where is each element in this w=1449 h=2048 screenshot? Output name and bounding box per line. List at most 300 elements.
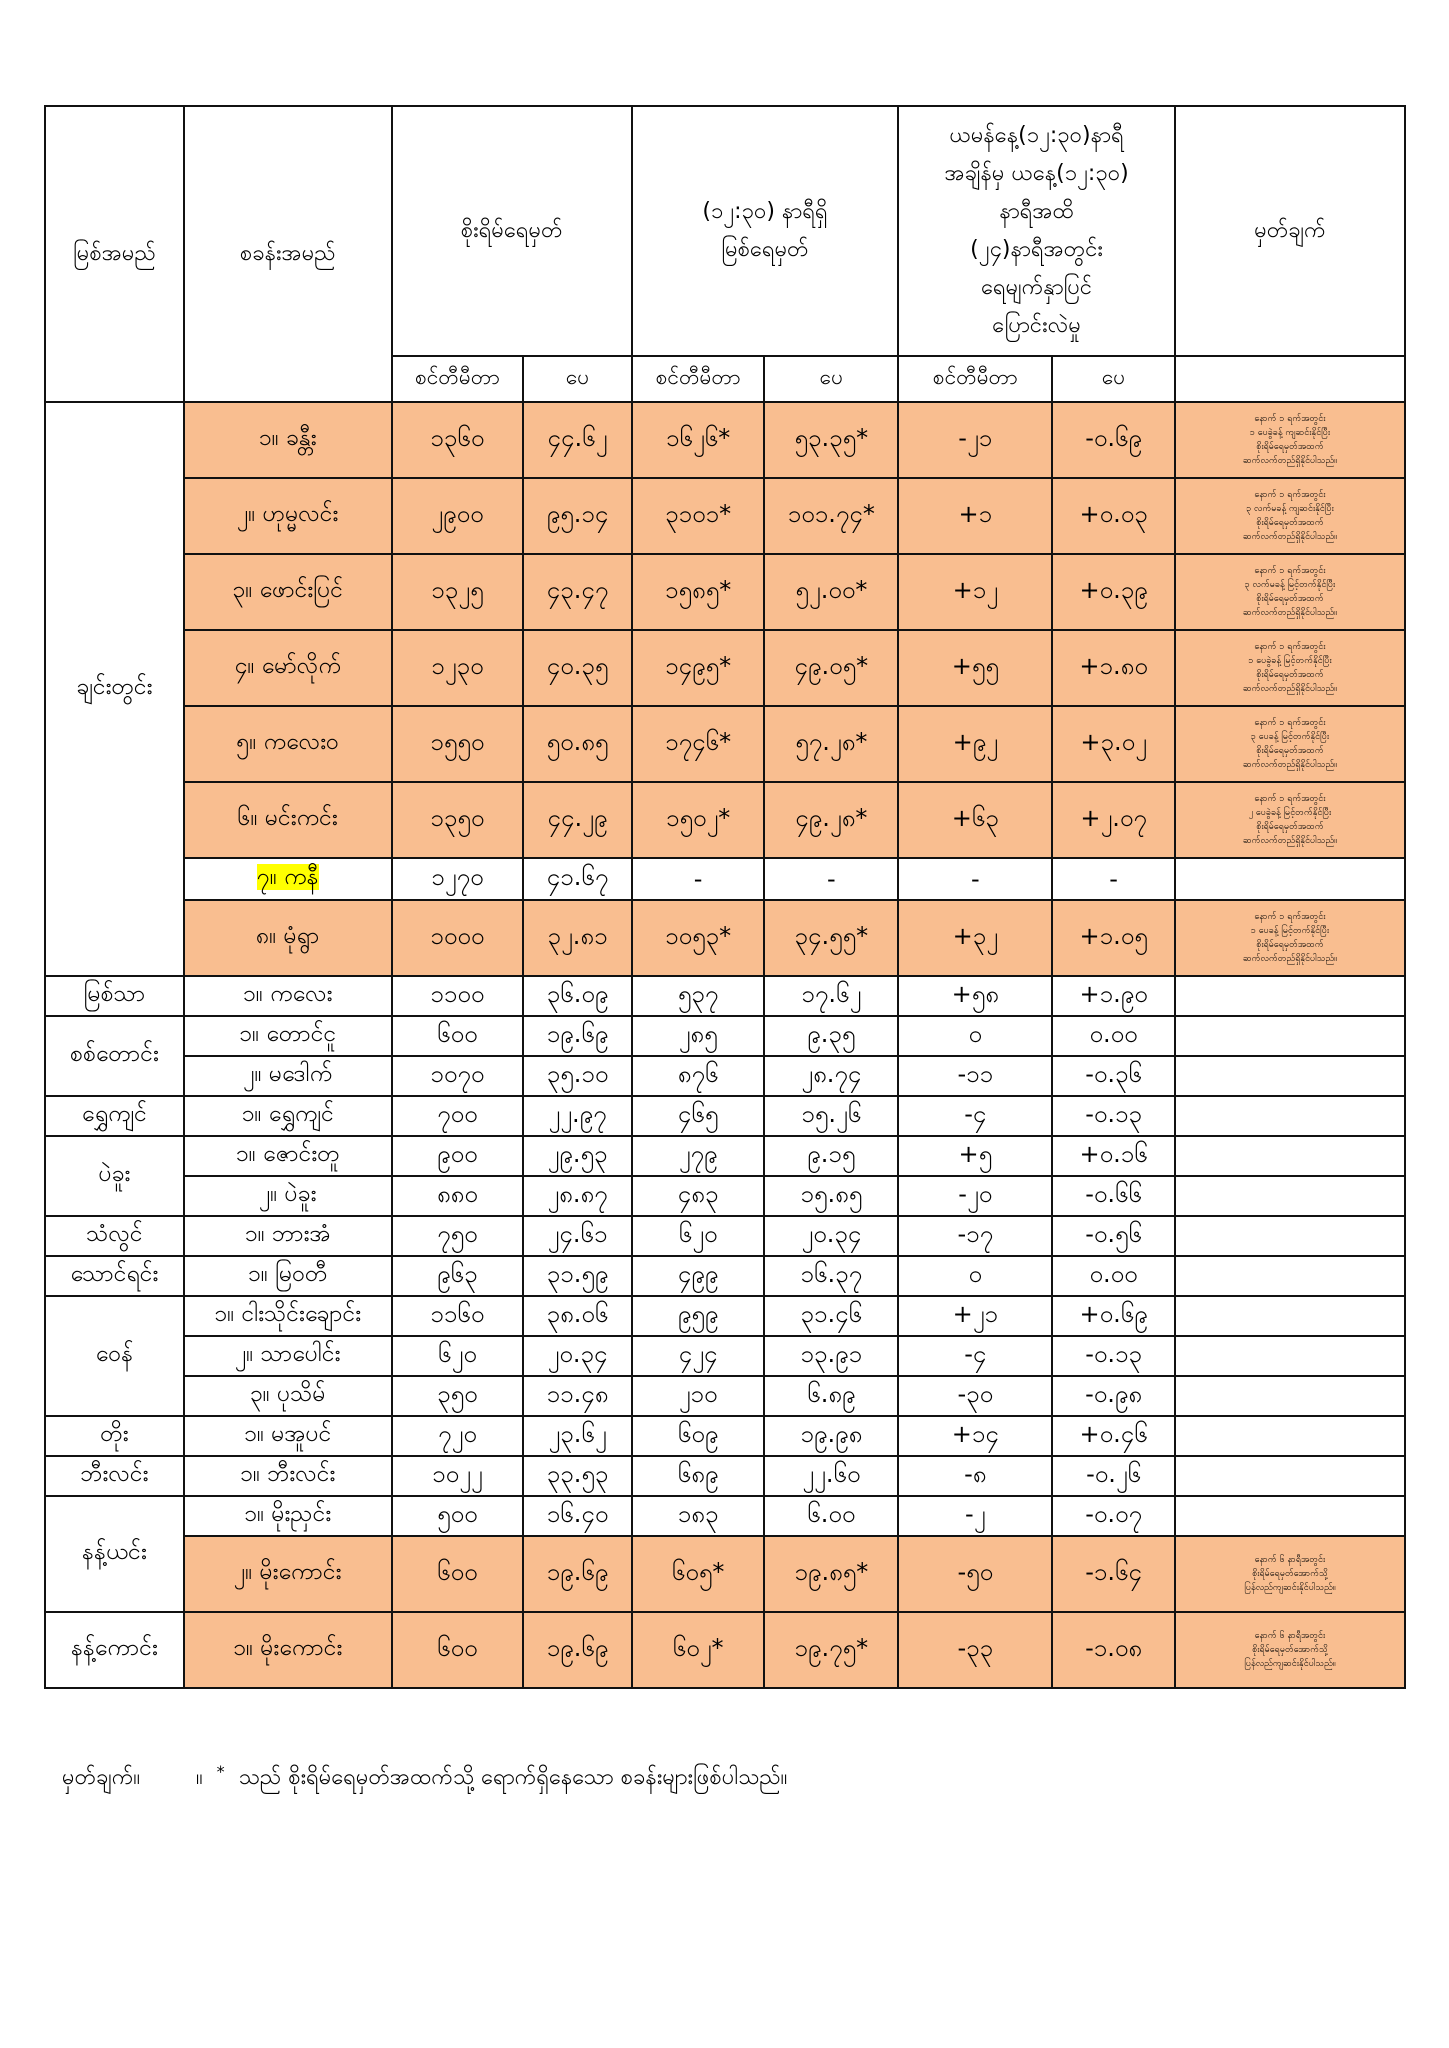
station-name-cell: [184, 1216, 392, 1256]
remark-cell: [1175, 1376, 1405, 1416]
chg-cm-cell: -၃၃: [898, 1612, 1052, 1688]
cur-ft-cell: ၁၅.၂၆: [764, 1096, 898, 1136]
table-row: [45, 1456, 1405, 1496]
remark-line: ဆက်လက်တည်ရှိနိုင်ပါသည်။: [1243, 456, 1337, 466]
warn-cm-cell: ၁၀၇၀: [392, 1056, 524, 1096]
chg-ft-cell: +၁.၉၀: [1052, 976, 1175, 1016]
table-row: [45, 706, 1405, 782]
river-name-cell: ဝေန်: [45, 1296, 184, 1416]
warn-ft-cell: ၁၁.၄၈: [523, 1376, 631, 1416]
cur-ft-cell: ၁၇.၆၂: [764, 976, 898, 1016]
chg-ft-cell: +၀.၃၉: [1052, 554, 1175, 630]
station-name: ၆။ မင်းကင်း: [237, 805, 338, 831]
remark-cell: [1175, 1536, 1405, 1612]
remark-line: ဆက်လက်တည်ရှိနိုင်ပါသည်။: [1243, 532, 1337, 542]
warn-cm-cell: ၆၀၀: [392, 1536, 524, 1612]
cur-cm-cell: ၅၃၇: [632, 976, 765, 1016]
remark-cell: [1175, 478, 1405, 554]
station-name-cell: [184, 1336, 392, 1376]
footnote-label: မှတ်ချက်။: [62, 1765, 141, 1790]
station-name-cell: [184, 1176, 392, 1216]
remark-line: ၃ လက်မခန့် မြင့်တက်နိုင်ပြီး: [1244, 580, 1336, 590]
table-row: [45, 900, 1405, 976]
header-change-line: နာရီအထိ: [999, 199, 1074, 224]
remark-cell: [1175, 1416, 1405, 1456]
chg-cm-cell: -၁၇: [898, 1216, 1052, 1256]
remark-line: နောက် ၁ ရက်အတွင်း: [1254, 566, 1326, 576]
chg-cm-cell: -၂: [898, 1496, 1052, 1536]
station-name-cell: [184, 630, 392, 706]
chg-ft-cell: -: [1052, 858, 1175, 900]
remark-line: စိုးရိမ်ရေမှတ်အထက်: [1256, 518, 1324, 528]
chg-ft-cell: ၀.၀၀: [1052, 1256, 1175, 1296]
river-name-cell: နန့်ယင်း: [45, 1496, 184, 1612]
remark-cell: [1175, 1176, 1405, 1216]
warn-ft-cell: ၂၉.၅၃: [523, 1136, 631, 1176]
chg-cm-cell: -: [898, 858, 1052, 900]
station-name-cell: [184, 1536, 392, 1612]
chg-ft-cell: -၀.၁၃: [1052, 1336, 1175, 1376]
cur-cm-cell: ၁၅၈၅*: [632, 554, 765, 630]
remark-line: စိုးရိမ်ရေမှတ်အထက်: [1256, 940, 1324, 950]
table-row: [45, 630, 1405, 706]
warn-ft-cell: ၄၄.၆၂: [523, 402, 631, 478]
cur-ft-cell: ၁၅.၈၅: [764, 1176, 898, 1216]
station-name: ၁။ ဘီးလင်း: [240, 1461, 336, 1487]
remark-line: ၃ လက်မခန့် ကျဆင်းနိုင်ပြီး: [1246, 504, 1334, 514]
station-name-cell: [184, 1496, 392, 1536]
warn-cm-cell: ၉၀၀: [392, 1136, 524, 1176]
river-name-cell: နန့်ကောင်း: [45, 1612, 184, 1688]
station-name: ၁။ ကလေး: [242, 981, 333, 1007]
warn-cm-cell: ၇၅၀: [392, 1216, 524, 1256]
cur-ft-cell: ၆.၈၉: [764, 1376, 898, 1416]
station-name-cell: [184, 1056, 392, 1096]
chg-ft-cell: +၀.၆၉: [1052, 1296, 1175, 1336]
station-name: ၂။ မိုးကောင်း: [233, 1559, 342, 1585]
warn-cm-cell: ၆၀၀: [392, 1016, 524, 1056]
chg-cm-cell: ၀: [898, 1256, 1052, 1296]
chg-ft-cell: +၁.၈၀: [1052, 630, 1175, 706]
cur-ft-cell: ၃၄.၅၅*: [764, 900, 898, 976]
table-row: [45, 1296, 1405, 1336]
table-row: [45, 1216, 1405, 1256]
remark-line: ၁ ပေခွဲခန့် ကျဆင်းနိုင်ပြီး: [1249, 428, 1331, 438]
subheader-chg-cm: စင်တီမီတာ: [898, 356, 1052, 402]
warn-cm-cell: ၁၁၀၀: [392, 976, 524, 1016]
warn-ft-cell: ၁၉.၆၉: [523, 1016, 631, 1056]
chg-ft-cell: +၃.၀၂: [1052, 706, 1175, 782]
chg-cm-cell: +၅၅: [898, 630, 1052, 706]
chg-ft-cell: +၁.၀၅: [1052, 900, 1175, 976]
remark-cell: [1175, 1612, 1405, 1688]
remark-line: ၂ ပေခွဲခန့် မြင့်တက်နိုင်ပြီး: [1248, 808, 1332, 818]
chg-cm-cell: -၃၀: [898, 1376, 1052, 1416]
cur-ft-cell: ၂၈.၇၄: [764, 1056, 898, 1096]
cur-cm-cell: ၄၆၅: [632, 1096, 765, 1136]
station-name: ၄။ မော်လိုက်: [234, 653, 341, 679]
remark-line: နောက် ၁ ရက်အတွင်း: [1254, 490, 1326, 500]
station-name: ၅။ ကလေးဝ: [236, 729, 339, 755]
table-row: [45, 1612, 1405, 1688]
station-name: ၁။ မိုးညှင်း: [244, 1501, 332, 1527]
chg-cm-cell: +၁: [898, 478, 1052, 554]
remark-line: စိုးရိမ်ရေမှတ်အထက်: [1256, 594, 1324, 604]
station-name-cell: [184, 1376, 392, 1416]
chg-ft-cell: -၁.၀၈: [1052, 1612, 1175, 1688]
chg-cm-cell: -၂၀: [898, 1176, 1052, 1216]
subheader-chg-ft: ပေ: [1052, 356, 1175, 402]
warn-ft-cell: ၃၁.၅၉: [523, 1256, 631, 1296]
chg-cm-cell: -၄: [898, 1096, 1052, 1136]
chg-cm-cell: +၃၂: [898, 900, 1052, 976]
remark-cell: [1175, 1216, 1405, 1256]
subheader-cur-cm: စင်တီမီတာ: [632, 356, 765, 402]
chg-cm-cell: -၁၁: [898, 1056, 1052, 1096]
header-change-line: ယမန်နေ့(၁၂:၃၀)နာရီ: [949, 123, 1124, 148]
warn-cm-cell: ၁၀၂၂: [392, 1456, 524, 1496]
header-change-line: (၂၄)နာရီအတွင်း: [970, 237, 1103, 262]
station-name-cell: [184, 858, 392, 900]
warn-ft-cell: ၃၆.၀၉: [523, 976, 631, 1016]
warn-ft-cell: ၃၈.၀၆: [523, 1296, 631, 1336]
table-row: [45, 1096, 1405, 1136]
remark-line: စိုးရိမ်ရေမှတ်အောက်သို့: [1252, 1569, 1328, 1579]
remark-line: ဆက်လက်တည်ရှိနိုင်ပါသည်။: [1243, 608, 1337, 618]
warn-ft-cell: ၄၄.၂၉: [523, 782, 631, 858]
table-row: [45, 858, 1405, 900]
chg-ft-cell: +၀.၄၆: [1052, 1416, 1175, 1456]
footnote-star: *: [216, 1762, 225, 1781]
chg-cm-cell: +၂၁: [898, 1296, 1052, 1336]
header-change-24h: [898, 106, 1175, 356]
warn-cm-cell: ၁၃၆၀: [392, 402, 524, 478]
chg-cm-cell: -၈: [898, 1456, 1052, 1496]
warn-cm-cell: ၆၀၀: [392, 1612, 524, 1688]
chg-cm-cell: +၆၃: [898, 782, 1052, 858]
header-warning-level: စိုးရိမ်ရေမှတ်: [392, 106, 632, 356]
river-name-cell: ပဲခူး: [45, 1136, 184, 1216]
station-name: ၂။ ပဲခူး: [258, 1181, 317, 1207]
station-name: ၁။ ရွှေကျင်: [241, 1101, 334, 1127]
table-row: [45, 1256, 1405, 1296]
remark-line: ၁ ပေခန့် မြင့်တက်နိုင်ပြီး: [1250, 926, 1330, 936]
cur-ft-cell: ၄၉.၀၅*: [764, 630, 898, 706]
remark-line: စိုးရိမ်ရေမှတ်အထက်: [1256, 670, 1324, 680]
table-row: [45, 782, 1405, 858]
cur-ft-cell: ၅၇.၂၈*: [764, 706, 898, 782]
chg-ft-cell: -၀.၃၆: [1052, 1056, 1175, 1096]
river-name-cell: တိုး: [45, 1416, 184, 1456]
remark-cell: [1175, 554, 1405, 630]
warn-cm-cell: ၇၀၀: [392, 1096, 524, 1136]
station-name-cell: [184, 1016, 392, 1056]
warn-ft-cell: ၃၅.၁၀: [523, 1056, 631, 1096]
cur-cm-cell: ၁၆၂၆*: [632, 402, 765, 478]
header-station: စခန်းအမည်: [184, 106, 392, 402]
cur-cm-cell: ၃၁၀၁*: [632, 478, 765, 554]
warn-cm-cell: ၁၃၂၅: [392, 554, 524, 630]
cur-ft-cell: ၁၆.၃၇: [764, 1256, 898, 1296]
cur-ft-cell: ၅၂.၀၀*: [764, 554, 898, 630]
cur-ft-cell: ၉.၃၅: [764, 1016, 898, 1056]
cur-cm-cell: ၂၈၅: [632, 1016, 765, 1056]
remark-line: ဆက်လက်တည်ရှိနိုင်ပါသည်။: [1243, 684, 1337, 694]
chg-ft-cell: -၁.၆၄: [1052, 1536, 1175, 1612]
footnote-text: သည် စိုးရိမ်ရေမှတ်အထက်သို့ ရောက်ရှိနေသော စခန်းများဖြစ်ပါသည်။: [238, 1765, 788, 1790]
cur-ft-cell: ၂၀.၃၄: [764, 1216, 898, 1256]
chg-cm-cell: ၀: [898, 1016, 1052, 1056]
cur-ft-cell: ၆.၀၀: [764, 1496, 898, 1536]
warn-ft-cell: ၃၂.၈၁: [523, 900, 631, 976]
remark-line: ပြန်လည်ကျဆင်းနိုင်ပါသည်။: [1244, 1659, 1336, 1669]
footnote: [62, 1762, 787, 1795]
remark-cell: [1175, 1456, 1405, 1496]
chg-ft-cell: +၀.၀၃: [1052, 478, 1175, 554]
header-river: မြစ်အမည်: [45, 106, 184, 402]
station-name-cell: [184, 1456, 392, 1496]
station-name: ၁။ ငါးသိုင်းချောင်း: [214, 1301, 362, 1327]
warn-ft-cell: ၅၀.၈၅: [523, 706, 631, 782]
table-row: [45, 1016, 1405, 1056]
chg-cm-cell: +၁၄: [898, 1416, 1052, 1456]
remark-cell: [1175, 858, 1405, 900]
table-row: [45, 554, 1405, 630]
cur-ft-cell: ၁၉.၉၈: [764, 1416, 898, 1456]
remark-cell: [1175, 782, 1405, 858]
station-name: ၁။ ဇောင်းတူ: [235, 1141, 340, 1167]
chg-cm-cell: -၄: [898, 1336, 1052, 1376]
station-name: ၁။ မိုးကောင်း: [233, 1635, 343, 1661]
station-name: ၈။ မုံရွာ: [256, 923, 320, 949]
table-row: [45, 1056, 1405, 1096]
station-name: ၇။ ကနီ: [256, 864, 319, 890]
table-row: [45, 1496, 1405, 1536]
warn-ft-cell: ၄၃.၄၇: [523, 554, 631, 630]
table-row: [45, 1136, 1405, 1176]
station-name: ၁။ ဘားအံ: [244, 1221, 331, 1247]
river-name-cell: ရွှေကျင်: [45, 1096, 184, 1136]
remark-cell: [1175, 1496, 1405, 1536]
remark-cell: [1175, 630, 1405, 706]
warn-cm-cell: ၁၂၃၀: [392, 630, 524, 706]
warn-cm-cell: ၁၀၀၀: [392, 900, 524, 976]
river-name-cell: ဘီးလင်း: [45, 1456, 184, 1496]
cur-ft-cell: ၁၀၁.၇၄*: [764, 478, 898, 554]
cur-cm-cell: ၄၉၉: [632, 1256, 765, 1296]
chg-cm-cell: -၅၀: [898, 1536, 1052, 1612]
subheader-cur-ft: ပေ: [764, 356, 898, 402]
remark-line: ၁ ပေခွဲခန့် မြင့်တက်နိုင်ပြီး: [1248, 656, 1332, 666]
chg-ft-cell: -၀.၆၆: [1052, 1176, 1175, 1216]
cur-cm-cell: ၁၄၉၅*: [632, 630, 765, 706]
river-name-cell: ချင်းတွင်း: [45, 402, 184, 976]
warn-ft-cell: ၂၄.၆၁: [523, 1216, 631, 1256]
header-current-line: မြစ်ရေမှတ်: [721, 237, 809, 262]
warn-cm-cell: ၁၂၇၀: [392, 858, 524, 900]
river-level-table: [44, 105, 1406, 1689]
cur-cm-cell: ၆၀၉: [632, 1416, 765, 1456]
cur-cm-cell: -: [632, 858, 765, 900]
station-name-cell: [184, 706, 392, 782]
chg-ft-cell: -၀.၅၆: [1052, 1216, 1175, 1256]
remark-cell: [1175, 976, 1405, 1016]
station-name-cell: [184, 478, 392, 554]
table-row: [45, 1376, 1405, 1416]
cur-cm-cell: ၄၂၄: [632, 1336, 765, 1376]
remark-cell: [1175, 900, 1405, 976]
header-remarks: မှတ်ချက်: [1175, 106, 1405, 356]
cur-ft-cell: ၁၉.၈၅*: [764, 1536, 898, 1612]
station-name: ၃။ ဖောင်းပြင်: [232, 577, 344, 603]
remark-line: ဆက်လက်တည်ရှိနိုင်ပါသည်။: [1243, 760, 1337, 770]
table-row: [45, 1416, 1405, 1456]
warn-ft-cell: ၂၂.၉၇: [523, 1096, 631, 1136]
station-name-cell: [184, 1136, 392, 1176]
remark-line: နောက် ၆ နာရီအတွင်း: [1254, 1631, 1326, 1641]
chg-ft-cell: -၀.၆၉: [1052, 402, 1175, 478]
chg-ft-cell: -၀.၀၇: [1052, 1496, 1175, 1536]
station-name: ၁။ တောင်ငူ: [239, 1021, 337, 1047]
station-name-cell: [184, 1256, 392, 1296]
station-name-cell: [184, 900, 392, 976]
chg-ft-cell: -၀.၂၆: [1052, 1456, 1175, 1496]
warn-ft-cell: ၉၅.၁၄: [523, 478, 631, 554]
river-name-cell: စစ်တောင်း: [45, 1016, 184, 1096]
warn-cm-cell: ၈၈၀: [392, 1176, 524, 1216]
remark-line: နောက် ၁ ရက်အတွင်း: [1254, 718, 1326, 728]
warn-cm-cell: ၉၆၃: [392, 1256, 524, 1296]
warn-cm-cell: ၁၁၆၀: [392, 1296, 524, 1336]
table-row: [45, 1536, 1405, 1612]
header-change-line: အချိန်မှ ယနေ့(၁၂:၃၀): [944, 161, 1129, 186]
cur-cm-cell: ၁၀၅၃*: [632, 900, 765, 976]
header-change-line: ရေမျက်နှာပြင်: [981, 275, 1093, 300]
remark-cell: [1175, 1136, 1405, 1176]
river-name-cell: သံလွင်: [45, 1216, 184, 1256]
header-current-level: [632, 106, 899, 356]
chg-cm-cell: +၉၂: [898, 706, 1052, 782]
station-name-cell: [184, 554, 392, 630]
cur-ft-cell: ၄၉.၂၈*: [764, 782, 898, 858]
chg-ft-cell: -၀.၁၃: [1052, 1096, 1175, 1136]
remark-cell: [1175, 1296, 1405, 1336]
chg-ft-cell: -၀.၉၈: [1052, 1376, 1175, 1416]
cur-ft-cell: ၁၃.၉၁: [764, 1336, 898, 1376]
station-name: ၂။ ဟုမ္မလင်း: [237, 501, 339, 527]
station-name: ၂။ သာပေါင်း: [234, 1341, 341, 1367]
cur-cm-cell: ၆၀၂*: [632, 1612, 765, 1688]
cur-cm-cell: ၆၂၀: [632, 1216, 765, 1256]
warn-ft-cell: ၂၃.၆၂: [523, 1416, 631, 1456]
station-name: ၁။ မအူပင်: [244, 1421, 332, 1447]
station-name-cell: [184, 402, 392, 478]
remark-line: ၃ ပေခန့် မြင့်တက်နိုင်ပြီး: [1250, 732, 1330, 742]
warn-ft-cell: ၃၃.၅၃: [523, 1456, 631, 1496]
remark-line: ဆက်လက်တည်ရှိနိုင်ပါသည်။: [1243, 836, 1337, 846]
chg-ft-cell: ၀.၀၀: [1052, 1016, 1175, 1056]
remark-line: စိုးရိမ်ရေမှတ်အထက်: [1256, 746, 1324, 756]
cur-ft-cell: ၉.၁၅: [764, 1136, 898, 1176]
remark-cell: [1175, 1096, 1405, 1136]
station-name: ၂။ မဒေါက်: [243, 1061, 333, 1087]
cur-ft-cell: ၅၃.၃၅*: [764, 402, 898, 478]
cur-cm-cell: ၆၈၉: [632, 1456, 765, 1496]
warn-cm-cell: ၆၂၀: [392, 1336, 524, 1376]
warn-ft-cell: ၁၆.၄၀: [523, 1496, 631, 1536]
table-body: [45, 402, 1405, 1688]
cur-cm-cell: ၉၅၉: [632, 1296, 765, 1336]
table-row: [45, 478, 1405, 554]
remark-cell: [1175, 402, 1405, 478]
river-name-cell: သောင်ရင်း: [45, 1256, 184, 1296]
remark-line: နောက် ၁ ရက်အတွင်း: [1254, 794, 1326, 804]
cur-cm-cell: ၆၀၅*: [632, 1536, 765, 1612]
remark-line: စိုးရိမ်ရေမှတ်အောက်သို့: [1252, 1645, 1328, 1655]
table-row: [45, 1176, 1405, 1216]
cur-ft-cell: ၁၉.၇၅*: [764, 1612, 898, 1688]
warn-cm-cell: ၅၀၀: [392, 1496, 524, 1536]
station-name-cell: [184, 1612, 392, 1688]
cur-cm-cell: ၁၇၄၆*: [632, 706, 765, 782]
station-name-cell: [184, 782, 392, 858]
subheader-remarks-empty: [1175, 356, 1405, 402]
station-name: ၁။ မြဝတီ: [247, 1261, 328, 1287]
warn-cm-cell: ၁၃၅၀: [392, 782, 524, 858]
cur-cm-cell: ၄၈၃: [632, 1176, 765, 1216]
chg-cm-cell: +၅၈: [898, 976, 1052, 1016]
remark-line: စိုးရိမ်ရေမှတ်အထက်: [1256, 822, 1324, 832]
station-name-cell: [184, 1416, 392, 1456]
warn-ft-cell: ၄၁.၆၇: [523, 858, 631, 900]
warn-ft-cell: ၂၀.၃၄: [523, 1336, 631, 1376]
station-name-cell: [184, 1096, 392, 1136]
table-row: [45, 402, 1405, 478]
chg-cm-cell: +၁၂: [898, 554, 1052, 630]
header-change-line: ပြောင်းလဲမှု: [992, 313, 1081, 338]
warn-ft-cell: ၁၉.၆၉: [523, 1536, 631, 1612]
cur-cm-cell: ၁၅၀၂*: [632, 782, 765, 858]
remark-cell: [1175, 1256, 1405, 1296]
footnote-separator: ။: [195, 1765, 203, 1790]
warn-cm-cell: ၁၅၅၀: [392, 706, 524, 782]
remark-line: ပြန်လည်ကျဆင်းနိုင်ပါသည်။: [1244, 1583, 1336, 1593]
warn-cm-cell: ၂၉၀၀: [392, 478, 524, 554]
remark-line: နောက် ၁ ရက်အတွင်း: [1254, 642, 1326, 652]
warn-cm-cell: ၇၂၀: [392, 1416, 524, 1456]
chg-ft-cell: +၀.၁၆: [1052, 1136, 1175, 1176]
cur-ft-cell: ၂၂.၆၀: [764, 1456, 898, 1496]
station-name-cell: [184, 976, 392, 1016]
remark-line: နောက် ၁ ရက်အတွင်း: [1254, 414, 1326, 424]
chg-ft-cell: +၂.၀၇: [1052, 782, 1175, 858]
cur-cm-cell: ၁၈၃: [632, 1496, 765, 1536]
remark-cell: [1175, 1336, 1405, 1376]
header-current-line: (၁၂:၃၀) နာရီရှိ: [702, 199, 828, 224]
warn-ft-cell: ၂၈.၈၇: [523, 1176, 631, 1216]
cur-cm-cell: ၈၇၆: [632, 1056, 765, 1096]
cur-ft-cell: ၃၁.၄၆: [764, 1296, 898, 1336]
cur-ft-cell: -: [764, 858, 898, 900]
warn-cm-cell: ၃၅၀: [392, 1376, 524, 1416]
table-row: [45, 1336, 1405, 1376]
subheader-warn-cm: စင်တီမီတာ: [392, 356, 524, 402]
remark-line: စိုးရိမ်ရေမှတ်အထက်: [1256, 442, 1324, 452]
station-name: ၁။ ခန္တီး: [258, 425, 317, 451]
remark-line: နောက် ၆ နာရီအတွင်း: [1254, 1555, 1326, 1565]
river-name-cell: မြစ်သာ: [45, 976, 184, 1016]
chg-cm-cell: +၅: [898, 1136, 1052, 1176]
